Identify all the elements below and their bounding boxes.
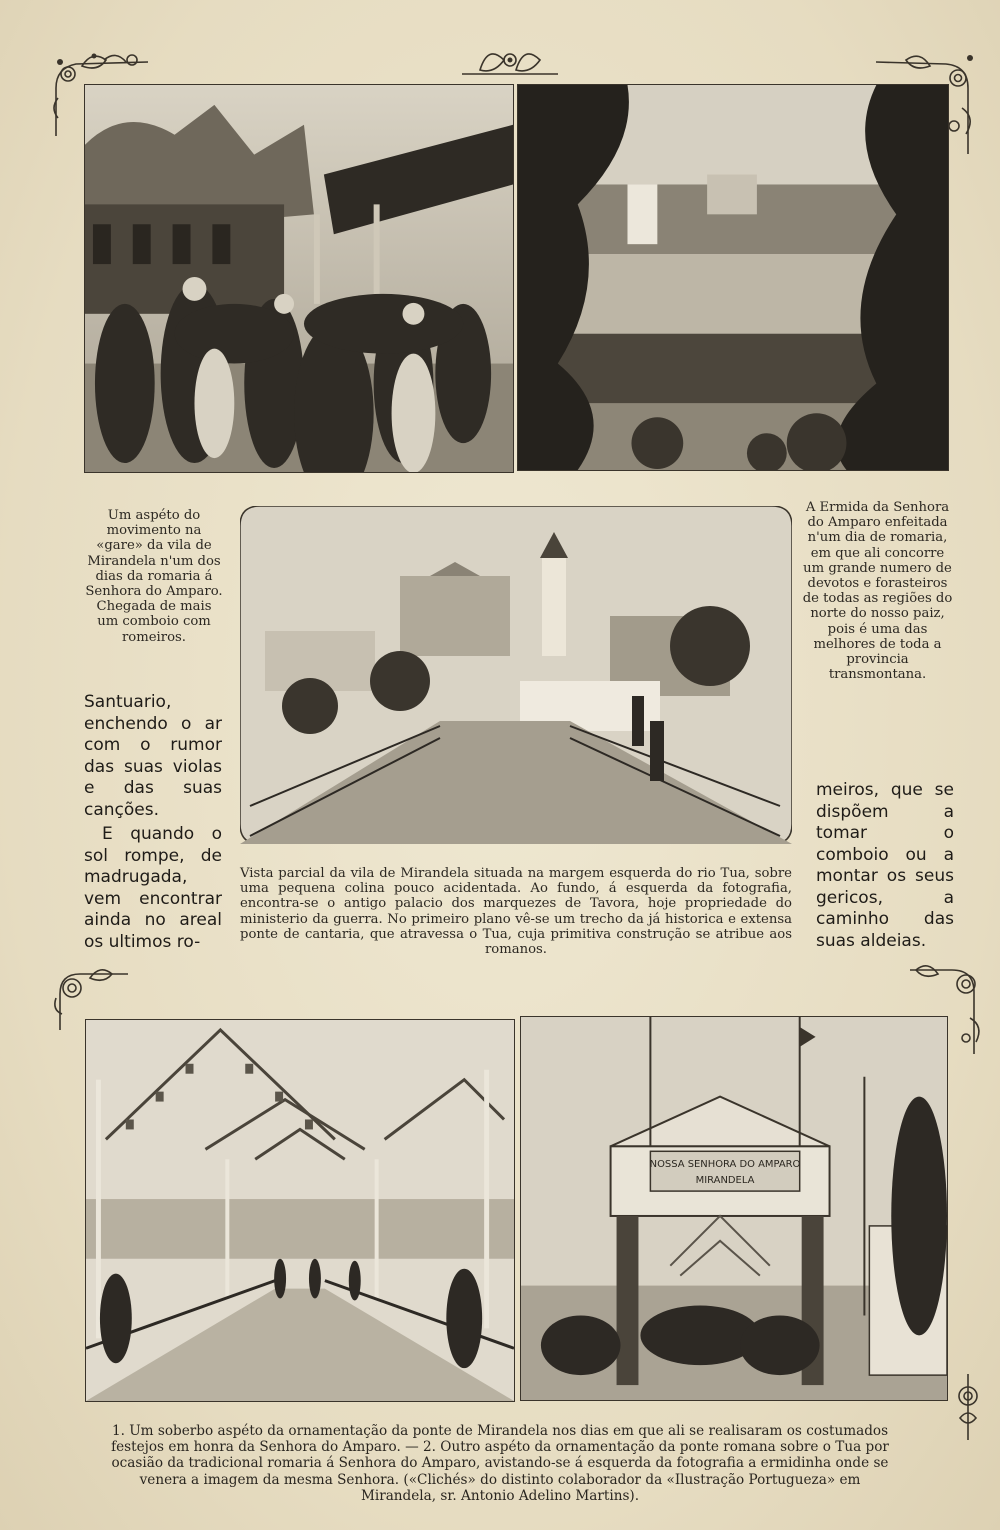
photo-railway-station-crowd bbox=[84, 84, 514, 473]
article-paragraph: meiros, que se dispõem a tomar o comboio ou a montar os seus gericos, a caminho das suas aldeias. bbox=[816, 780, 954, 951]
article-paragraph: Santuario, enchendo o ar com o rumor das suas violas e das suas canções. bbox=[84, 692, 222, 820]
caption-bottom: 1. Um soberbo aspéto da ornamentação da ponte de Mirandela nos dias em que ali se realisaram os costumados festejos em honra da Senhora do Amparo. — 2. Outro aspéto da ornamentação da ponte romana sobre o Tua por ocasião da tradicional romaria á Senhora do Amparo, avistando-se á esquerda da fotografia a ermidinha onde se venera a imagem da mesma Senhora. («Clichés» do distinto colaborador da «Ilustração Portugueza» em Mirandela, sr. Antonio Adelino Martins). bbox=[111, 1423, 889, 1504]
floral-ornament-top-center bbox=[460, 40, 560, 82]
article-text-left bbox=[84, 692, 222, 953]
photo-nossa-senhora-arch bbox=[520, 1016, 948, 1401]
floral-ornament-bottom-right bbox=[950, 1372, 986, 1442]
caption-vista: Vista parcial da vila de Mirandela situada na margem esquerda do rio Tua, sobre uma pequena colina pouco acidentada. Ao fundo, á esquerda da fotografia, encontra-se o antigo palacio dos marquezes de Tavora, hoje propriedade do ministerio da guerra. No primeiro plano vê-se um trecho da já historica e extensa ponte de cantaria, que atravessa o Tua, cuja primitiva construção se atribue aos romanos. bbox=[240, 866, 792, 958]
article-paragraph: E quando o sol rompe, de madrugada, vem encontrar ainda no areal os ultimos ro- bbox=[84, 824, 222, 952]
arch-sign-line1: NOSSA SENHORA DO AMPARO bbox=[649, 1159, 801, 1171]
caption-ermida: A Ermida da Senhora do Amparo enfeitada n'um dia de romaria, em que ali concorre um grande numero de devotos e forasteiros de todas as regiões do norte do nosso paiz, pois é uma das melhores de toda a provincia transmontana. bbox=[802, 500, 953, 683]
photo-ermida-lake bbox=[517, 84, 949, 471]
arch-sign-line2: MIRANDELA bbox=[695, 1175, 755, 1187]
photo-bridge-ornamentation bbox=[85, 1019, 515, 1402]
article-text-right bbox=[816, 780, 954, 952]
caption-gare: Um aspéto do movimento na «gare» da vila de Mirandela n'um dos dias da romaria á Senhora do Amparo. Chegada de mais um comboio com romeiros. bbox=[85, 508, 223, 645]
photo-vista-mirandela-bridge bbox=[240, 506, 792, 844]
